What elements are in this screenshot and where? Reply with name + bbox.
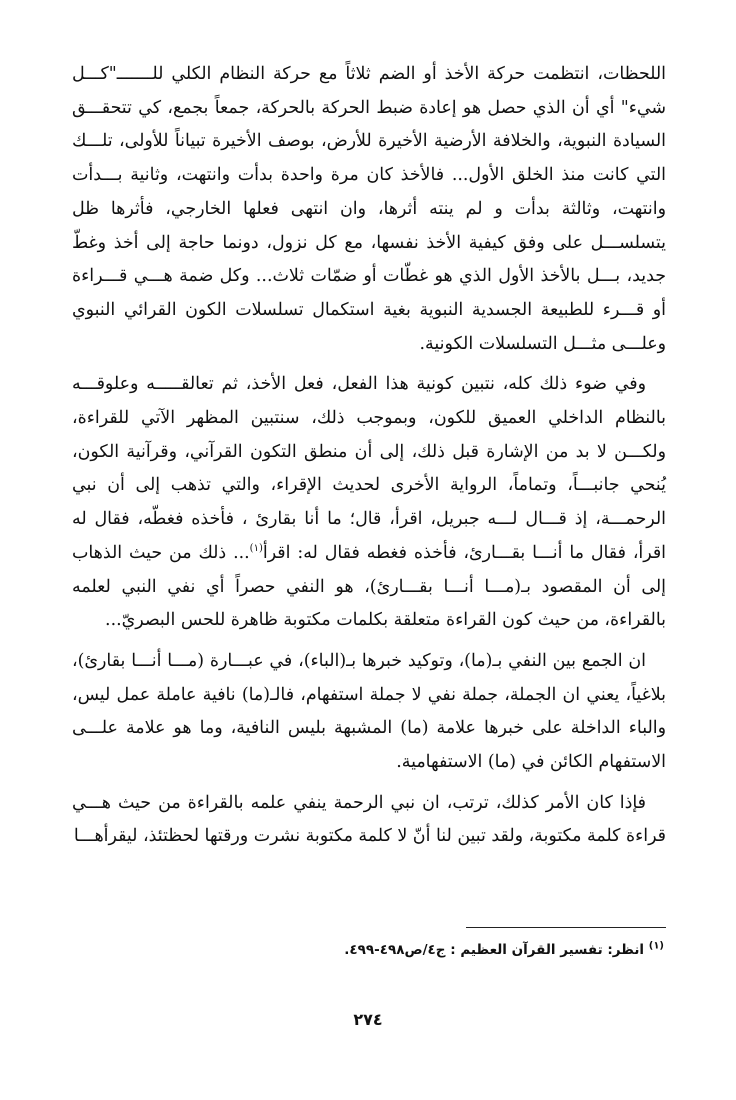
footnote-reference[interactable]: (١) [249, 543, 263, 555]
paragraph-3: ان الجمع بين النفي بـ(ما)، وتوكيد خبرها بـ(الباء)، في عبـــارة (مـــا أنـــا بقارئ)، بلاغياً، يعني ان الجملة، جملة نفي لا جملة استفهام، فالـ(ما) نافية عاملة عمل ليس، والباء الداخلة على خبرها علامة (ما) المشبهة بليس النافية، وما هو علامة علـــى الاستفهام الكائن في (ما) الاستفهامية. [72, 650, 666, 773]
paragraph-4: فإذا كان الأمر كذلك، ترتب، ان نبي الرحمة ينفي علمه بالقراءة من حيث هـــي قراءة كلمة مكتوبة، ولقد تبين لنا أنّ لا كلمة مكتوبة نشرت ورقتها لحظتئذ، ليقرأهـــا [72, 792, 666, 847]
page-number: ٢٧٤ [353, 1010, 383, 1029]
footnote-text: انظر: تفسير القرآن العظيم : ج٤/ص٤٩٨-٤٩٩. [344, 942, 645, 958]
paragraph-2-continued: ... ذلك من حيث الذهاب إلى أن المقصود بـ(مـــا أنـــا بقـــارئ)، هو النفي حصراً أي نفي النبي لعلمه بالقراءة، من حيث كون القراءة متعلقة بكلمات مكتوبة ظاهرة للحس البصريّ... [72, 542, 666, 631]
paragraph-1: اللحظات، انتظمت حركة الأخذ أو الضم ثلاثاً مع حركة النظام الكلي للـــــــ"كـــل شيء" أي أن الذي حصل هو إعادة ضبط الحركة بالحركة، جمعاً بجمع، كي تتحقـــق السيادة النبوية، والخلافة الأرضية الأخيرة للأرض، بوصف الأخيرة تبياناً للأولى، تلـــك التي كانت منذ الخلق الأول... فالأخذ كان مرة واحدة بدأت وانتهت، وثانية بـــدأت وانتهت، وثالثة بدأت و لم ينته أثرها، وان انتهى فعلها الخارجي، فأثرها ظل يتسلســـل على وفق كيفية الأخذ نفسها، مع كل نزول، دونما حاجة إلى أخذ وغطّ جديد، بـــل بالأخذ الأول الذي هو غطّات أو ضمّات ثلاث... وكل ضمة هـــي قـــراءة أو قـــرء للطبيعة الجسدية النبوية بغية استكمال تسلسلات الكون القرائي النبوي وعلـــى مثـــل التسلسلات الكونية. [72, 64, 666, 354]
footnote [72, 942, 664, 958]
footnote-marker: (١) [648, 940, 664, 952]
body-text [72, 58, 666, 861]
footnote-divider [466, 927, 666, 928]
paragraph-2 [72, 368, 666, 638]
paragraph-2-text: وفي ضوء ذلك كله، نتبين كونية هذا الفعل، فعل الأخذ، ثم تعالقـــــه وعلوقـــه بالنظام الداخلي العميق للكون، وبموجب ذلك، سنتبين المظهر الآتي للقراءة، ولكـــن لا بد من الإشارة قبل ذلك، إلى أن منطق التكون القرآني، وقرآنية الكون، يُنحي جانبـــاً، وتماماً، الرواية الأخرى لحديث الإقراء، والتي تذهب إلى أن نبي الرحمـــة، إذ قـــال لـــه جبريل، اقرأ، قال؛ ما أنا بقارئ ، فأخذه فغطّه، فقال له اقرأ، فقال ما أنـــا بقـــارئ، فأخذه فغطه فقال له: اقرأ [72, 374, 667, 563]
